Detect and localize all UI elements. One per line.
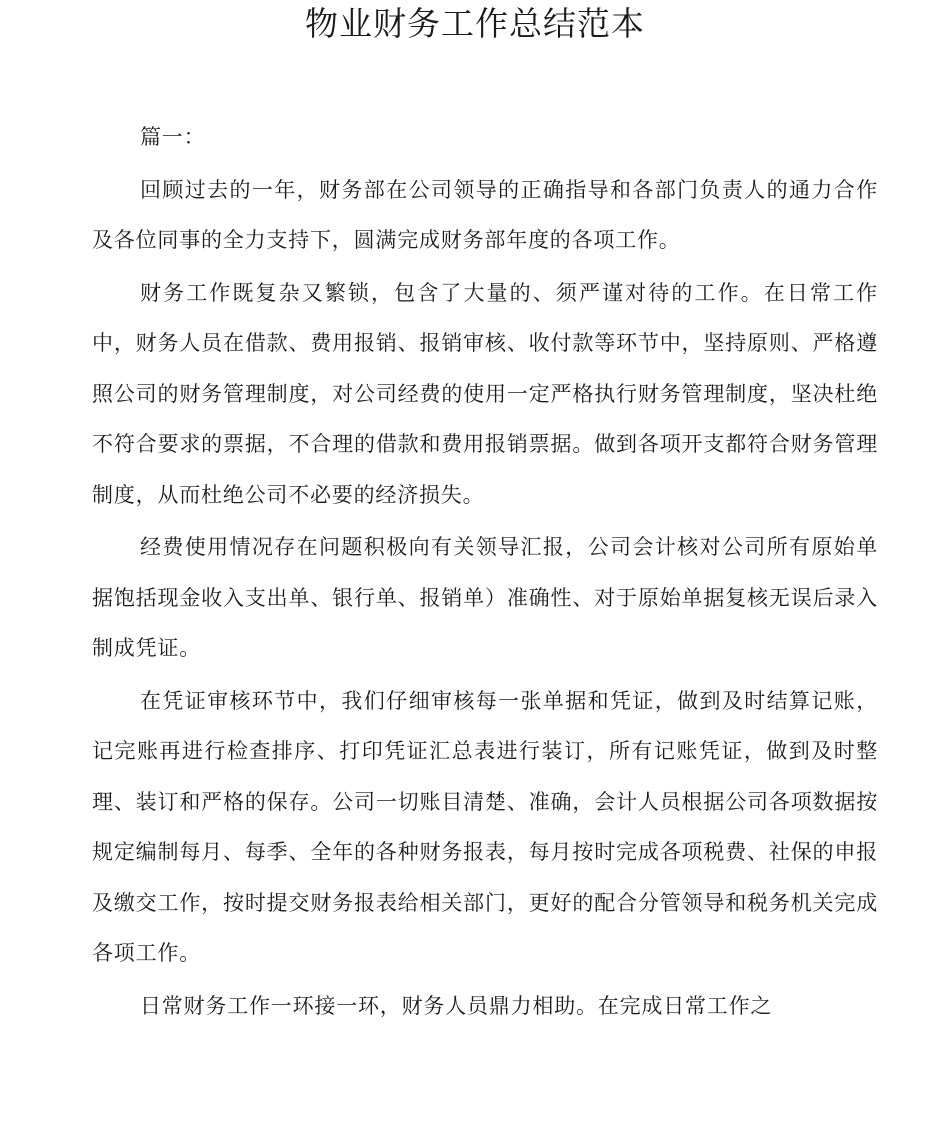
paragraph-expense-control: 财务工作既复杂又繁锁，包含了大量的、须严谨对待的工作。在日常工作中，财务人员在借款、费用报销、报销审核、收付款等环节中，坚持原则、严格遵照公司的财务管理制度，对公司经费的使用一定严格执行财务管理制度，坚决杜绝不符合要求的票据，不合理的借款和费用报销票据。做到各项开支都符合财务管理制度，从而杜绝公司不必要的经济损失。: [92, 280, 878, 507]
section-heading: 篇一：: [140, 125, 206, 149]
paragraph-review: 回顾过去的一年，财务部在公司领导的正确指导和各部门负责人的通力合作及各位同事的全力支持下，圆满完成财务部年度的各项工作。: [92, 177, 878, 252]
paragraph-voucher-audit: 在凭证审核环节中，我们仔细审核每一张单据和凭证，做到及时结算记账，记完账再进行检查排序、打印凭证汇总表进行装订，所有记账凭证，做到及时整理、装订和严格的保存。公司一切账目清楚、准确，会计人员根据公司各项数据按规定编制每月、每季、全年的各种财务报表，每月按时完成各项税费、社保的申报及缴交工作，按时提交财务报表给相关部门，更好的配合分管领导和税务机关完成各项工作。: [92, 688, 878, 965]
paragraph-voucher-entry: 经费使用情况存在问题积极向有关领导汇报，公司会计核对公司所有原始单据饱括现金收入支出单、银行单、报销单）准确性、对于原始单据复核无误后录入制成凭证。: [92, 535, 878, 660]
document-title: 物业财务工作总结范本: [305, 4, 645, 43]
document-body: [92, 112, 878, 1033]
paragraph-daily-work: 日常财务工作一环接一环，财务人员鼎力相助。在完成日常工作之: [140, 993, 773, 1018]
